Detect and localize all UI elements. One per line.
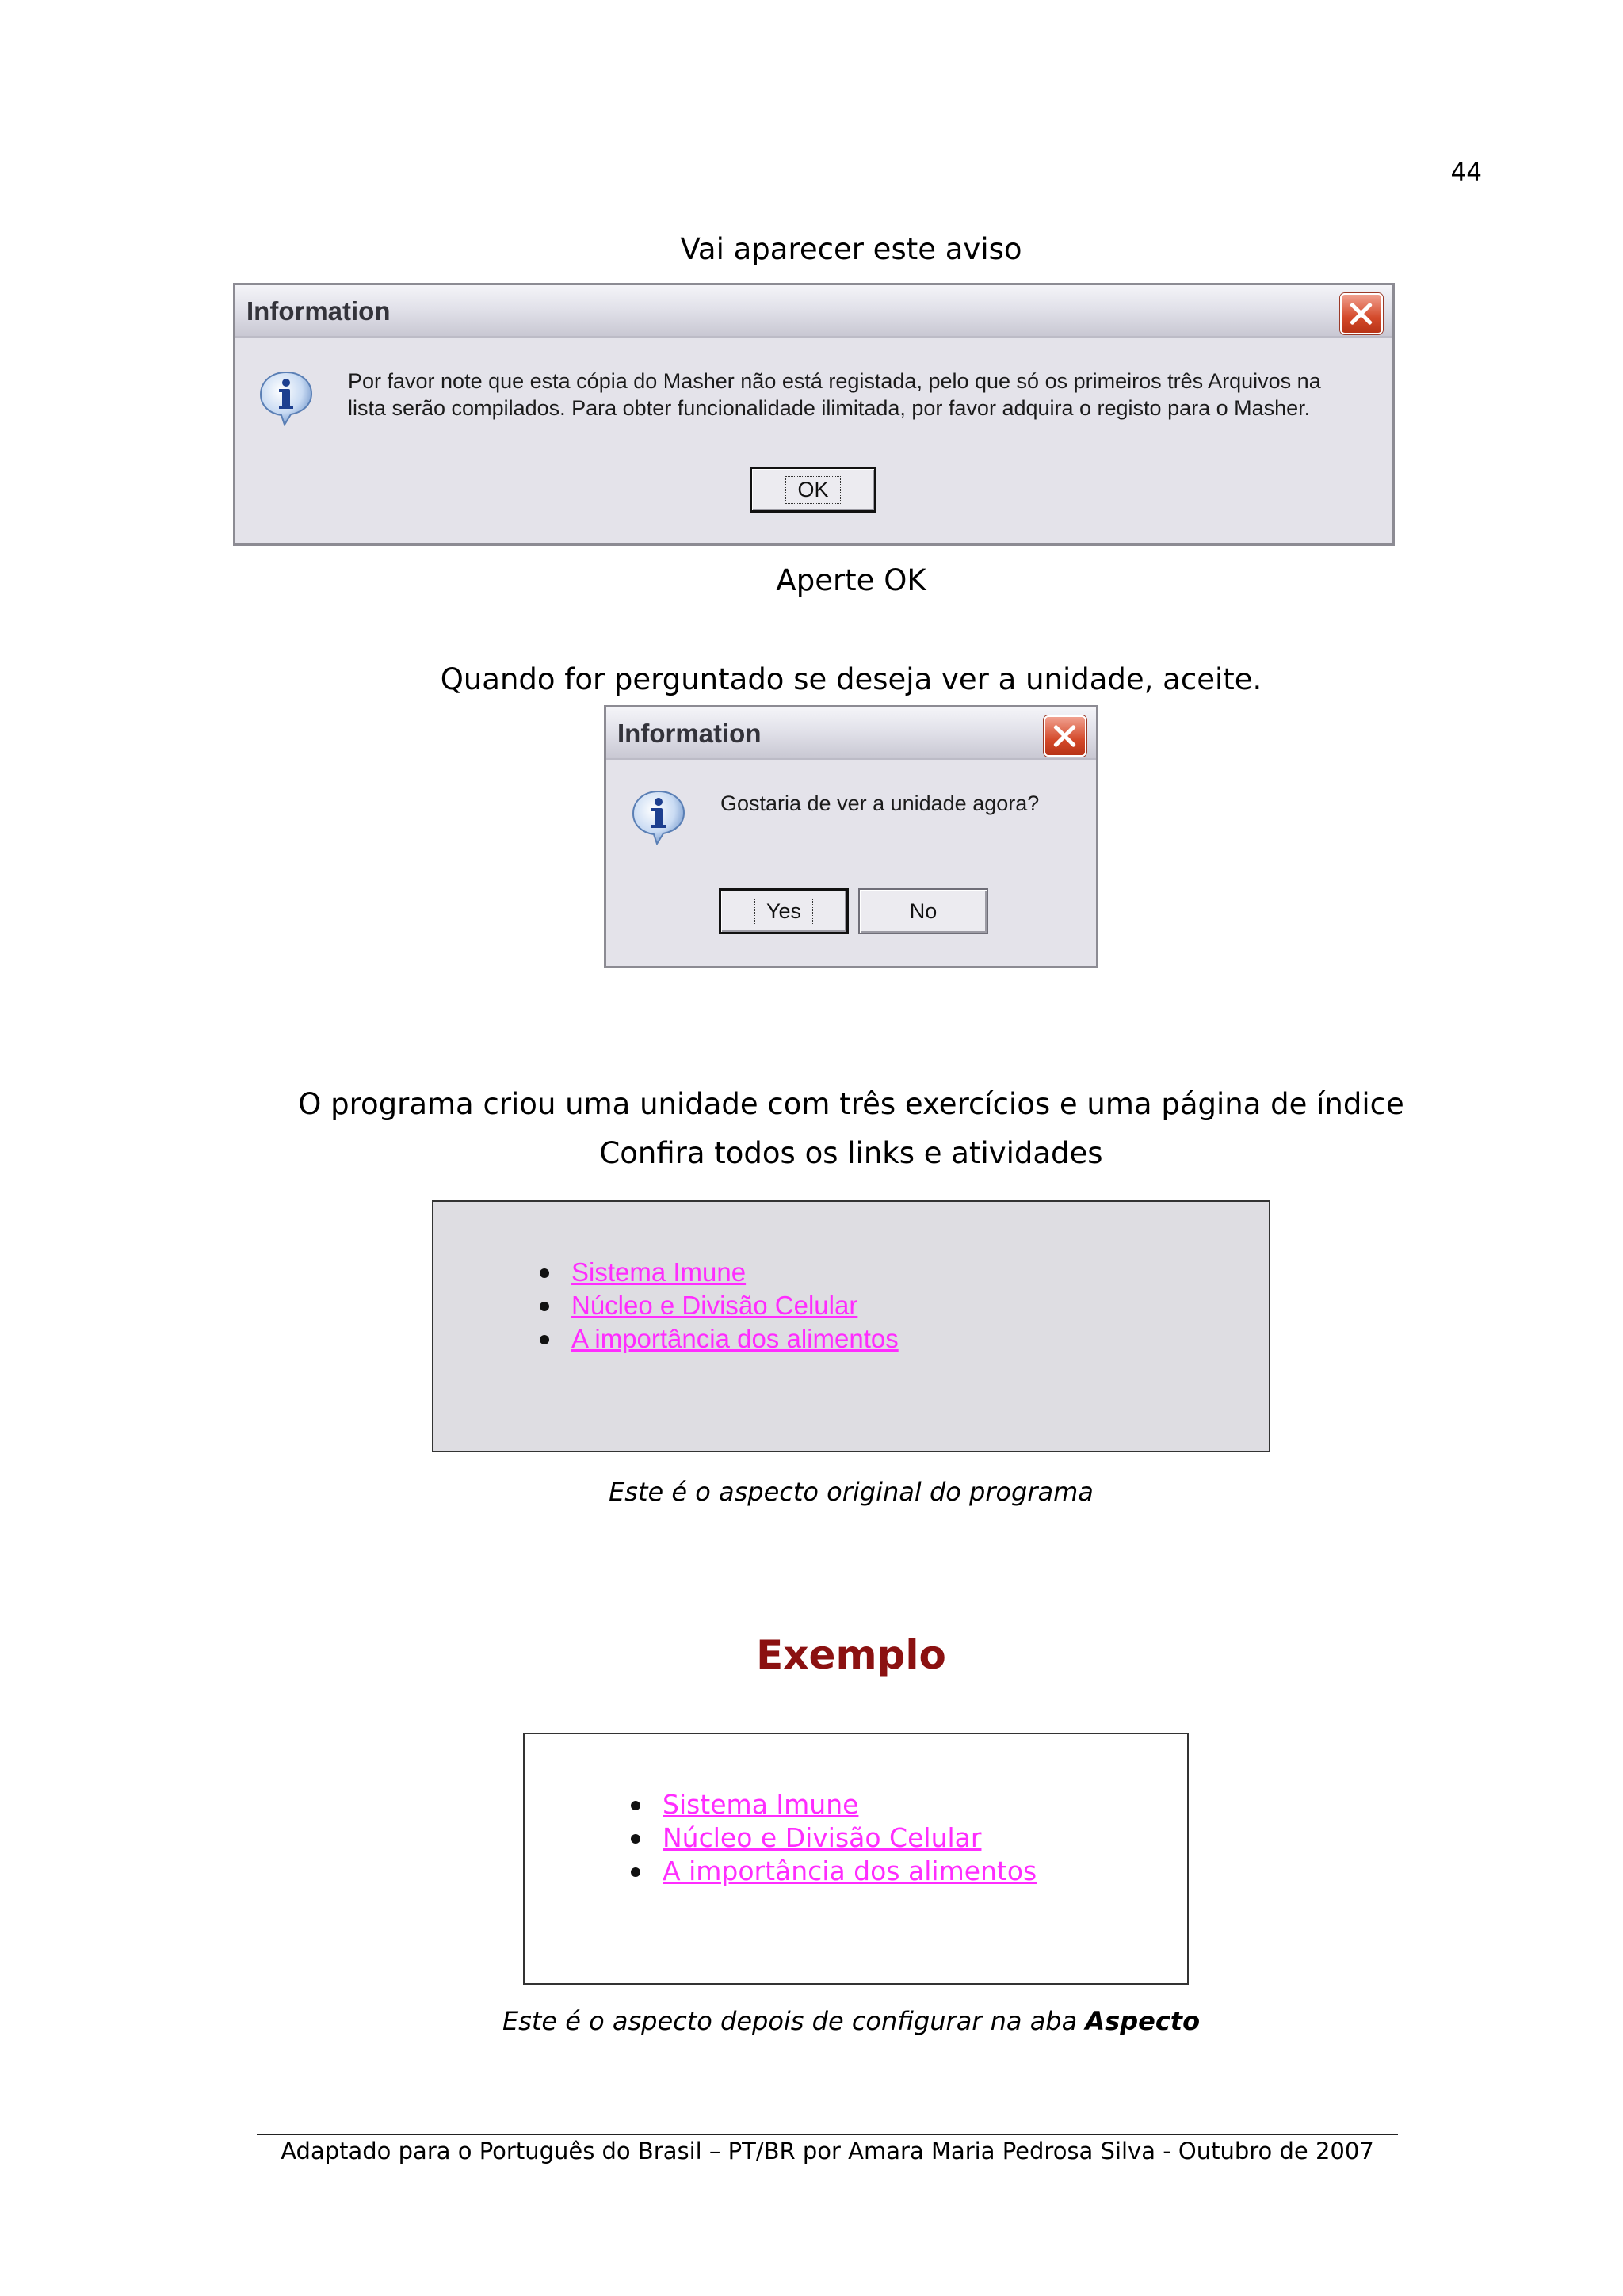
caption-accept-view: Quando for perguntado se deseja ver a unidade, aceite. [440,662,1262,696]
list-item [540,1289,899,1322]
link-sistema-imune[interactable]: Sistema Imune [663,1789,859,1820]
caption-press-ok: Aperte OK [776,563,926,597]
info-bubble-icon [630,788,687,845]
page-number: 44 [1450,158,1482,187]
list-item [631,1855,1037,1888]
original-aspect-caption: Este é o aspecto original do programa [609,1477,1094,1507]
dialog-message-line-1: Por favor note que esta cópia do Masher não está registada, pelo que só os primeiros três Arquivos na [348,369,1321,393]
view-unit-dialog [604,705,1098,968]
unit-created-text: O programa criou uma unidade com três exercícios e uma página de índice [298,1087,1404,1121]
configured-aspect-caption [0,2006,1623,2036]
caption-prefix: Este é o aspecto depois de configurar na aba [502,2006,1086,2036]
list-item [631,1821,1037,1855]
example-heading: Exemplo [756,1632,946,1678]
info-bubble-icon [258,369,315,426]
no-button-label: No [909,898,938,923]
link-nucleo-divisao-celular[interactable]: Núcleo e Divisão Celular [663,1822,982,1853]
list-item [540,1256,899,1289]
yes-button-label: Yes [754,898,813,925]
caption-bold-tab-name: Aspecto [1085,2006,1201,2036]
dialog-message: Gostaria de ver a unidade agora? [720,791,1040,815]
caption-warning-intro: Vai aparecer este aviso [680,232,1022,266]
ok-button-label: OK [785,476,840,504]
original-link-list [540,1256,899,1356]
footer-divider [257,2134,1398,2135]
dialog-titlebar[interactable] [606,707,1096,760]
dialog-title: Information [617,719,762,748]
no-button[interactable] [858,888,988,934]
dialog-message-line-2: lista serão compilados. Para obter funcionalidade ilimitada, por favor adquira o registo para o Masher. [348,396,1311,420]
link-nucleo-divisao-celular[interactable]: Núcleo e Divisão Celular [571,1291,858,1320]
dialog-titlebar[interactable] [235,285,1392,338]
close-icon[interactable] [1044,715,1086,757]
ok-button[interactable] [750,467,876,513]
list-item [540,1322,899,1356]
dialog-title: Information [246,296,391,326]
footer-credit: Adaptado para o Português do Brasil – PT/BR por Amara Maria Pedrosa Silva - Outubro de 2007 [281,2138,1374,2164]
original-index-panel [432,1200,1270,1452]
link-sistema-imune[interactable]: Sistema Imune [571,1257,747,1287]
registration-warning-dialog [233,283,1395,546]
check-links-text: Confira todos os links e atividades [599,1136,1103,1170]
link-importancia-alimentos[interactable]: A importância dos alimentos [663,1855,1037,1886]
link-importancia-alimentos[interactable]: A importância dos alimentos [571,1324,899,1353]
close-icon[interactable] [1340,293,1383,334]
yes-button[interactable] [719,888,849,934]
list-item [631,1788,1037,1821]
configured-index-panel [523,1733,1189,1985]
configured-link-list [631,1788,1037,1888]
dialog-message [348,368,1386,421]
